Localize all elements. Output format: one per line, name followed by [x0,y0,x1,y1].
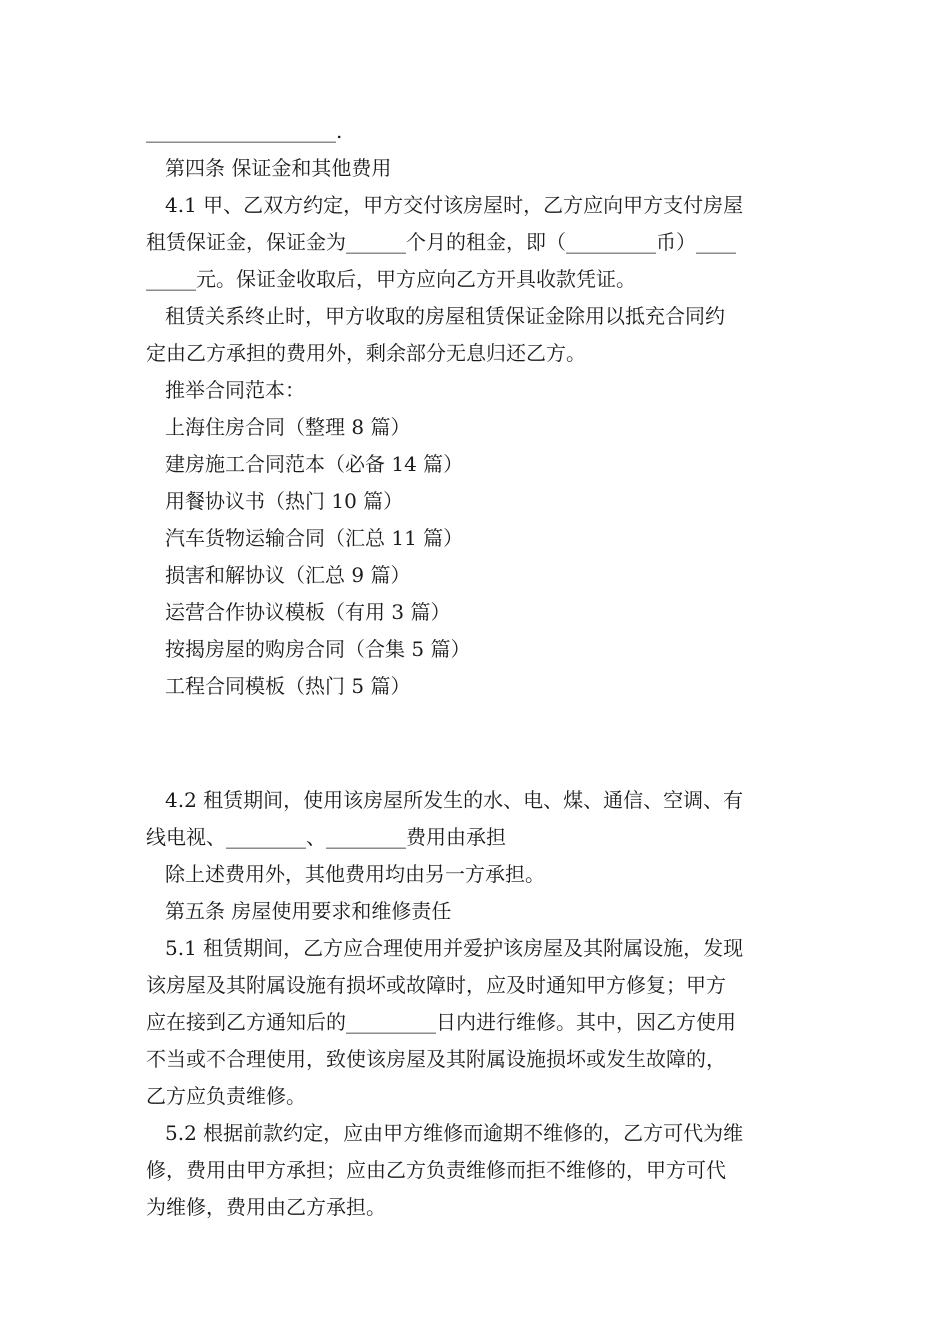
blank-line [146,725,810,762]
text-line: 租赁关系终止时，甲方收取的房屋租赁保证金除用以抵充合同约 [165,304,725,328]
text-line: 不当或不合理使用，致使该房屋及其附属设施损坏或发生故障的， [146,1047,726,1071]
text-line: 定由乙方承担的费用外，剩余部分无息归还乙方。 [146,341,586,365]
text-line: 按揭房屋的购房合同（合集 5 篇） [165,637,471,661]
text-line: 工程合同模板（热门 5 篇） [165,674,411,698]
text-line: 乙方应负责维修。 [146,1084,306,1108]
text-line: 4.1 甲、乙双方约定，甲方交付该房屋时，乙方应向甲方支付房屋 [165,193,744,217]
text-line: 4.2 租赁期间，使用该房屋所发生的水、电、煤、通信、空调、有 [165,788,744,812]
text-line: 线电视、________、________费用由承担 [146,825,506,849]
text-line: 租赁保证金，保证金为______个月的租金，即（_________币）____ [146,230,736,254]
text-line: 上海住房合同（整理 8 篇） [165,415,411,439]
text-line: 运营合作协议模板（有用 3 篇） [165,600,451,624]
text-line: 修，费用由甲方承担；应由乙方负责维修而拒不维修的，甲方可代 [146,1158,726,1182]
text-line: ___________________. [146,119,343,143]
text-line: 第五条 房屋使用要求和维修责任 [165,899,452,923]
text-line: 汽车货物运输合同（汇总 11 篇） [165,526,464,550]
text-line: 第四条 保证金和其他费用 [165,156,392,180]
text-line: 推举合同范本： [165,378,305,402]
text-line: 5.2 根据前款约定，应由甲方维修而逾期不维修的，乙方可代为维 [165,1121,744,1145]
text-line: 5.1 租赁期间，乙方应合理使用并爱护该房屋及其附属设施，发现 [165,936,744,960]
document-body [146,113,810,1226]
text-line: 建房施工合同范本（必备 14 篇） [165,452,464,476]
text-line: 为维修，费用由乙方承担。 [146,1195,386,1219]
text-line: 除上述费用外，其他费用均由另一方承担。 [165,862,545,886]
text-line: 损害和解协议（汇总 9 篇） [165,563,411,587]
text-line: 应在接到乙方通知后的_________日内进行维修。其中，因乙方使用 [146,1010,736,1034]
text-line: _____元。保证金收取后，甲方应向乙方开具收款凭证。 [146,267,636,291]
text-line: 用餐协议书（热门 10 篇） [165,489,404,513]
text-line: 该房屋及其附属设施有损坏或故障时，应及时通知甲方修复；甲方 [146,973,726,997]
